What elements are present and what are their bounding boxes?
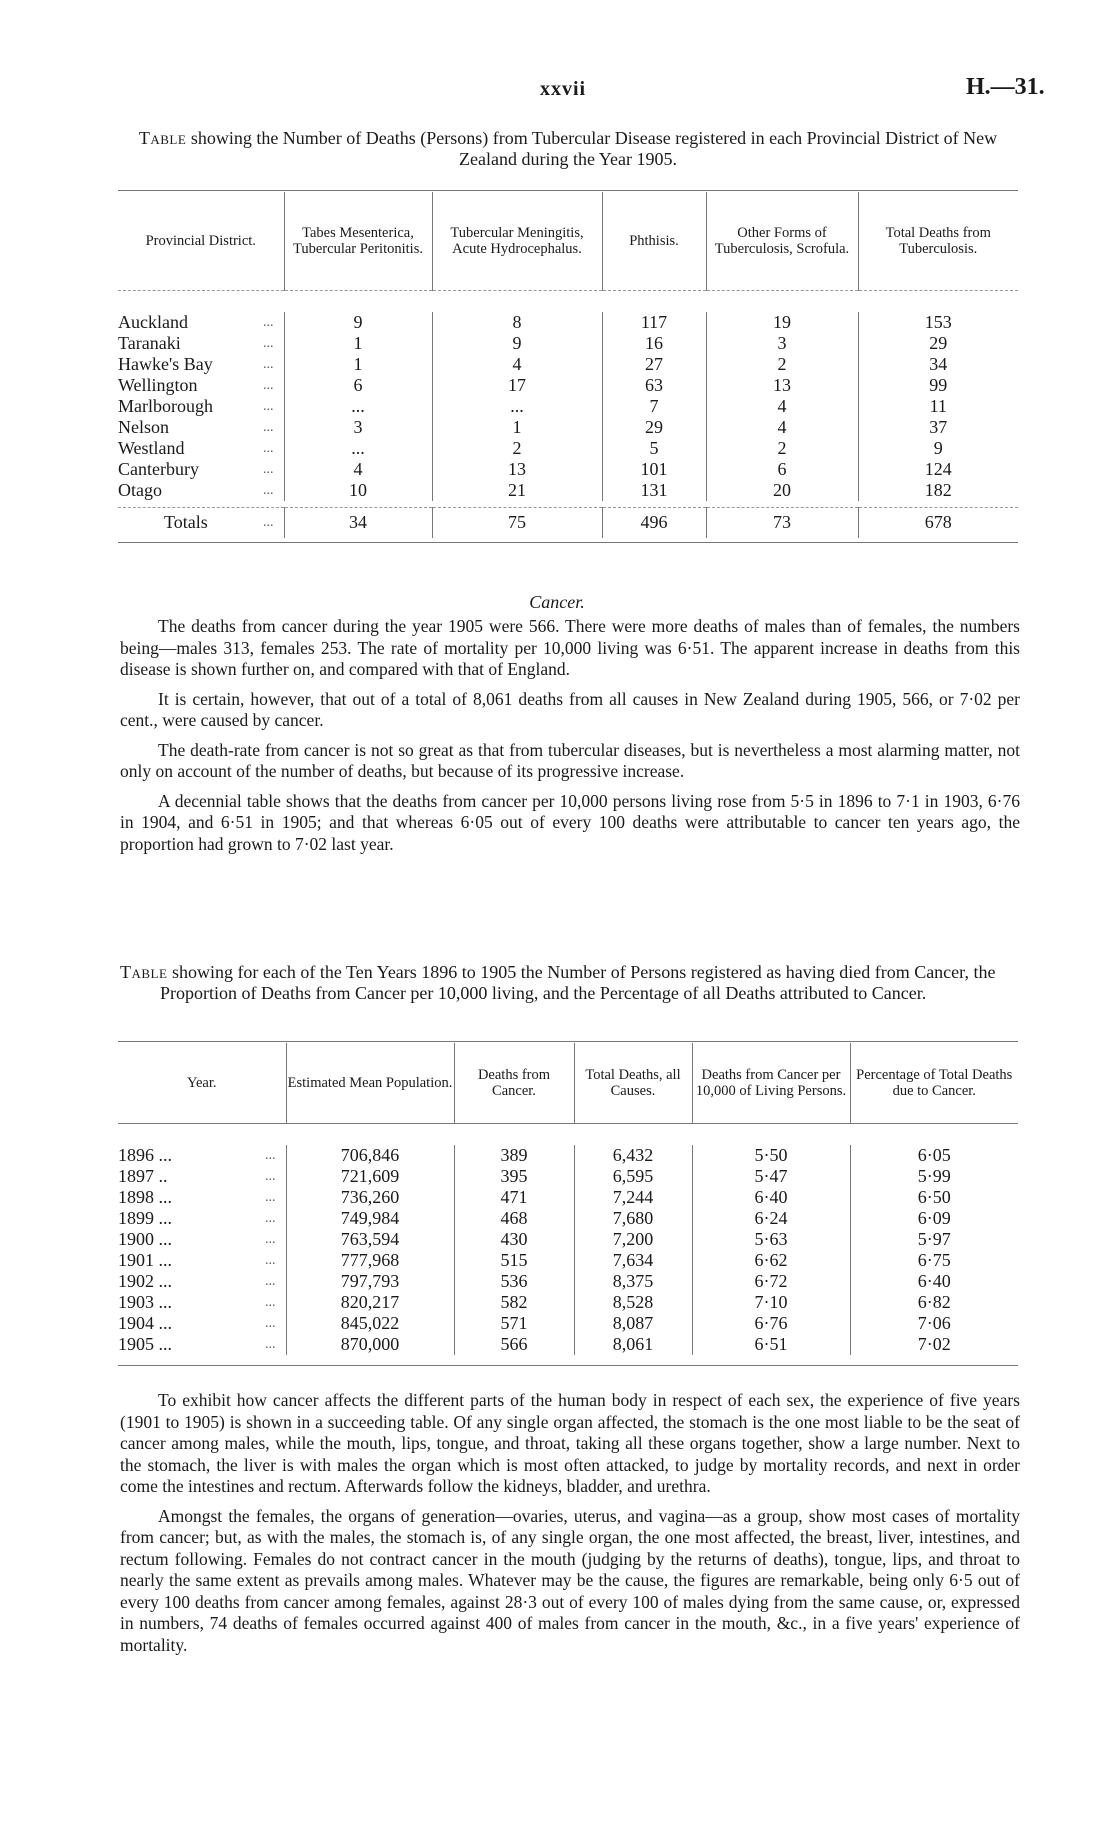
cancer-cancer: 468: [454, 1208, 574, 1229]
tb-phthisis: 5: [602, 438, 706, 459]
tb-meningitis: 9: [432, 333, 602, 354]
leader-dots: ...: [263, 419, 274, 435]
tb-total: 11: [858, 396, 1018, 417]
cancer-table-row: [118, 1313, 1018, 1334]
cancer-percent: 6·40: [850, 1271, 1018, 1292]
tb-label-cell: [118, 375, 284, 396]
tb-phthisis: 101: [602, 459, 706, 480]
cancer-per10000: 6·40: [692, 1187, 850, 1208]
tb-other: 4: [706, 396, 858, 417]
cancer-population: 736,260: [286, 1187, 454, 1208]
page-number: xxvii: [540, 78, 587, 100]
tb-tabes: 1: [284, 333, 432, 354]
tb-meningitis: 8: [432, 312, 602, 333]
cancer-population: 749,984: [286, 1208, 454, 1229]
tb-phthisis: 117: [602, 312, 706, 333]
tb-label: Hawke's Bay: [118, 353, 213, 374]
page-reference: H.—31.: [966, 74, 1045, 100]
tb-total: 37: [858, 417, 1018, 438]
tb-meningitis: 4: [432, 354, 602, 375]
tb-total-total: 678: [858, 507, 1018, 538]
leader-dots: ...: [265, 1210, 276, 1226]
leader-dots: ...: [265, 1315, 276, 1331]
cancer-label: 1902 ...: [118, 1270, 172, 1291]
cancer-total: 7,200: [574, 1229, 692, 1250]
cancer-section-title: Cancer.: [529, 592, 585, 612]
tb-label: Otago: [118, 479, 162, 500]
tb-table-row: [118, 417, 1018, 438]
tb-other: 20: [706, 480, 858, 501]
leader-dots: ...: [263, 461, 274, 477]
leader-dots: ...: [263, 482, 274, 498]
tb-col-meningitis: Tubercular Meningitis, Acute Hydrocephalus.: [432, 192, 602, 290]
cancer-cancer: 582: [454, 1292, 574, 1313]
leader-dots: ...: [263, 440, 274, 456]
tb-total-tabes: 34: [284, 507, 432, 538]
tb-table-row: [118, 333, 1018, 354]
cancer-table-row: [118, 1292, 1018, 1313]
tb-label-cell: [118, 312, 284, 333]
tb-caption-text: showing the Number of Deaths (Persons) from Tubercular Disease registered in each Provincial District of New Zealand during the Year 1905.: [190, 128, 998, 169]
cancer-total: 8,087: [574, 1313, 692, 1334]
cancer-per10000: 6·72: [692, 1271, 850, 1292]
cancer-label-cell: [118, 1187, 286, 1208]
leader-dots: ...: [265, 1189, 276, 1205]
cancer-label-cell: [118, 1313, 286, 1334]
tb-table-row: [118, 354, 1018, 375]
cancer-cancer: 515: [454, 1250, 574, 1271]
cancer-cancer: 395: [454, 1166, 574, 1187]
cancer-total: 7,244: [574, 1187, 692, 1208]
cancer-paragraph: A decennial table shows that the deaths from cancer per 10,000 persons living rose from 5·5 in 1896 to 7·1 in 1903, 6·76 in 1904, and 6·51 in 1905; and that whereas 6·05 out of every 100 deaths were attributable to cancer ten years ago, the proportion had grown to 7·02 last year.: [120, 790, 1020, 854]
tb-table-row: [118, 480, 1018, 501]
tb-label-cell: [118, 396, 284, 417]
tb-table-row: [118, 438, 1018, 459]
tb-label: Nelson: [118, 416, 169, 437]
tb-label-cell: [118, 417, 284, 438]
cancer-per10000: 6·24: [692, 1208, 850, 1229]
organs-paragraphs: [120, 1390, 1020, 1664]
cancer-percent: 5·97: [850, 1229, 1018, 1250]
tb-label-cell: [118, 354, 284, 375]
tb-total: 182: [858, 480, 1018, 501]
cancer-percent: 6·50: [850, 1187, 1018, 1208]
cancer-table-row: [118, 1271, 1018, 1292]
cancer-percent: 6·75: [850, 1250, 1018, 1271]
tb-table-top-rule: [118, 190, 1018, 191]
tb-table-row: [118, 396, 1018, 417]
leader-dots: ...: [263, 335, 274, 351]
cancer-percent: 5·99: [850, 1166, 1018, 1187]
tb-col-phthisis: Phthisis.: [602, 192, 706, 290]
tb-meningitis: 2: [432, 438, 602, 459]
tb-total: 124: [858, 459, 1018, 480]
tb-total-phthisis: 496: [602, 507, 706, 538]
cancer-table-caption: [120, 962, 1020, 1004]
cancer-population: 820,217: [286, 1292, 454, 1313]
tb-tabes: 10: [284, 480, 432, 501]
cancer-table-row: [118, 1250, 1018, 1271]
cancer-label-cell: [118, 1292, 286, 1313]
tb-col-district: Provincial District.: [145, 232, 256, 249]
tb-tabes: 4: [284, 459, 432, 480]
cancer-table: [118, 1043, 1018, 1366]
cancer-label: 1898 ...: [118, 1186, 172, 1207]
cancer-population: 845,022: [286, 1313, 454, 1334]
tb-caption-lead: Table: [138, 128, 187, 148]
tb-totals-label: Totals: [164, 512, 208, 532]
tb-tabes: ...: [284, 396, 432, 417]
tb-phthisis: 63: [602, 375, 706, 396]
tb-other: 13: [706, 375, 858, 396]
tb-other: 2: [706, 354, 858, 375]
cancer-population: 706,846: [286, 1145, 454, 1166]
tb-meningitis: 17: [432, 375, 602, 396]
cancer-cancer: 471: [454, 1187, 574, 1208]
tb-phthisis: 27: [602, 354, 706, 375]
cancer-paragraph: The death-rate from cancer is not so great as that from tubercular diseases, but is nevertheless a most alarming matter, not only on account of the number of deaths, but because of its progressive increase.: [120, 739, 1020, 781]
cancer-total: 7,634: [574, 1250, 692, 1271]
tb-table-row: [118, 459, 1018, 480]
organs-paragraph: Amongst the females, the organs of generation—ovaries, uterus, and vagina—as a group, show most cases of mortality from cancer; but, as with the males, the stomach is, of any single organ, the one most affected, the breast, liver, intestines, and rectum following. Females do not contract cancer in the mouth (judging by the returns of deaths), tongue, lips, and throat to nearly the same extent as prevails among males. Whatever may be the cause, the figures are remarkable, being only 6·5 out of every 100 deaths from cancer among females, against 28·3 out of every 100 of males dying from the same cause, or, expressed in numbers, 74 deaths of females occurred against 400 of males from cancer in the mouth, &c., in a five years' experience of mortality.: [120, 1505, 1020, 1655]
cancer-table-row: [118, 1187, 1018, 1208]
leader-dots: ...: [265, 1294, 276, 1310]
cancer-per10000: 5·50: [692, 1145, 850, 1166]
cancer-col-per10000: Deaths from Cancer per 10,000 of Living Persons.: [692, 1043, 850, 1123]
tb-other: 19: [706, 312, 858, 333]
tb-other: 4: [706, 417, 858, 438]
tb-phthisis: 29: [602, 417, 706, 438]
cancer-col-year: Year.: [186, 1074, 217, 1091]
cancer-col-deaths: Deaths from Cancer.: [454, 1043, 574, 1123]
tb-phthisis: 131: [602, 480, 706, 501]
tb-totals-row: [118, 507, 1018, 538]
tb-other: 6: [706, 459, 858, 480]
cancer-total: 6,595: [574, 1166, 692, 1187]
cancer-label: 1905 ...: [118, 1333, 172, 1354]
tb-tabes: ...: [284, 438, 432, 459]
cancer-population: 797,793: [286, 1271, 454, 1292]
tb-label-cell: [118, 333, 284, 354]
tb-label: Taranaki: [118, 332, 181, 353]
leader-dots: ...: [263, 398, 274, 414]
cancer-cancer: 571: [454, 1313, 574, 1334]
cancer-total: 8,061: [574, 1334, 692, 1355]
leader-dots: ...: [265, 1168, 276, 1184]
cancer-col-percent: Percentage of Total Deaths due to Cancer.: [850, 1043, 1018, 1123]
cancer-percent: 7·06: [850, 1313, 1018, 1334]
cancer-table-bottom-rule: [118, 1355, 1018, 1366]
cancer-total: 8,528: [574, 1292, 692, 1313]
cancer-label-cell: [118, 1250, 286, 1271]
tb-table-bottom-rule: [118, 538, 1018, 543]
tb-table-row: [118, 375, 1018, 396]
cancer-cancer: 536: [454, 1271, 574, 1292]
cancer-label-cell: [118, 1208, 286, 1229]
tb-label-cell: [118, 459, 284, 480]
cancer-paragraph: The deaths from cancer during the year 1905 were 566. There were more deaths of males than of females, the numbers being—males 313, females 253. The rate of mortality per 10,000 living was 6·51. The apparent increase in deaths from this disease is shown further on, and compared with that of England.: [120, 616, 1020, 679]
tb-col-total: Total Deaths from Tuberculosis.: [858, 192, 1018, 290]
tb-other: 3: [706, 333, 858, 354]
tb-meningitis: ...: [432, 396, 602, 417]
cancer-table-row: [118, 1208, 1018, 1229]
cancer-population: 721,609: [286, 1166, 454, 1187]
tb-label: Canterbury: [118, 458, 199, 479]
cancer-per10000: 5·47: [692, 1166, 850, 1187]
cancer-col-total: Total Deaths, all Causes.: [574, 1043, 692, 1123]
tb-label: Marlborough: [118, 395, 213, 416]
leader-dots: ...: [265, 1147, 276, 1163]
tb-table: [118, 192, 1018, 543]
tb-col-tabes: Tabes Mesenterica, Tubercular Peritonitis.: [284, 192, 432, 290]
leader-dots: ...: [265, 1336, 276, 1352]
cancer-label-cell: [118, 1145, 286, 1166]
cancer-population: 777,968: [286, 1250, 454, 1271]
leader-dots: ...: [265, 1231, 276, 1247]
cancer-percent: 6·82: [850, 1292, 1018, 1313]
cancer-caption-text: showing for each of the Ten Years 1896 to 1905 the Number of Persons registered as having died from Cancer, the Proportion of Deaths from Cancer per 10,000 living, and the Percentage of all Deaths attributed to Cancer.: [160, 962, 996, 1003]
tb-label: Westland: [118, 437, 185, 458]
tb-totals-label-cell: [118, 507, 284, 538]
cancer-table-row: [118, 1166, 1018, 1187]
leader-dots: ...: [265, 1273, 276, 1289]
leader-dots: ...: [263, 356, 274, 372]
tb-label-cell: [118, 480, 284, 501]
tb-col-other: Other Forms of Tuberculosis, Scrofula.: [706, 192, 858, 290]
tb-meningitis: 21: [432, 480, 602, 501]
cancer-population: 870,000: [286, 1334, 454, 1355]
tb-total-other: 73: [706, 507, 858, 538]
cancer-label-cell: [118, 1229, 286, 1250]
cancer-cancer: 566: [454, 1334, 574, 1355]
cancer-cancer: 389: [454, 1145, 574, 1166]
leader-dots: ...: [263, 515, 274, 530]
cancer-percent: 6·05: [850, 1145, 1018, 1166]
tb-table-caption: [118, 128, 1018, 170]
tb-total: 153: [858, 312, 1018, 333]
tb-total: 99: [858, 375, 1018, 396]
cancer-label: 1899 ...: [118, 1207, 172, 1228]
cancer-table-top-rule: [118, 1041, 1018, 1042]
tb-phthisis: 7: [602, 396, 706, 417]
cancer-total: 6,432: [574, 1145, 692, 1166]
tb-total: 34: [858, 354, 1018, 375]
leader-dots: ...: [265, 1252, 276, 1268]
cancer-cancer: 430: [454, 1229, 574, 1250]
cancer-per10000: 6·76: [692, 1313, 850, 1334]
cancer-label: 1896 ...: [118, 1144, 172, 1165]
cancer-caption-lead: Table: [120, 962, 168, 982]
cancer-label: 1900 ...: [118, 1228, 172, 1249]
leader-dots: ...: [263, 314, 274, 330]
tb-total-meningitis: 75: [432, 507, 602, 538]
cancer-label: 1897 ..: [118, 1165, 168, 1186]
tb-meningitis: 1: [432, 417, 602, 438]
cancer-population: 763,594: [286, 1229, 454, 1250]
leader-dots: ...: [263, 377, 274, 393]
cancer-percent: 6·09: [850, 1208, 1018, 1229]
cancer-label-cell: [118, 1334, 286, 1355]
tb-phthisis: 16: [602, 333, 706, 354]
tb-other: 2: [706, 438, 858, 459]
cancer-percent: 7·02: [850, 1334, 1018, 1355]
cancer-per10000: 5·63: [692, 1229, 850, 1250]
tb-tabes: 9: [284, 312, 432, 333]
cancer-label: 1903 ...: [118, 1291, 172, 1312]
cancer-total: 8,375: [574, 1271, 692, 1292]
cancer-label: 1901 ...: [118, 1249, 172, 1270]
cancer-table-row: [118, 1145, 1018, 1166]
tb-table-row: [118, 312, 1018, 333]
tb-total: 29: [858, 333, 1018, 354]
tb-tabes: 6: [284, 375, 432, 396]
tb-label: Wellington: [118, 374, 198, 395]
cancer-col-population: Estimated Mean Population.: [286, 1043, 454, 1123]
tb-label: Auckland: [118, 311, 188, 332]
tb-tabes: 1: [284, 354, 432, 375]
cancer-paragraphs: [120, 616, 1020, 863]
tb-meningitis: 13: [432, 459, 602, 480]
cancer-table-row: [118, 1334, 1018, 1355]
cancer-per10000: 6·62: [692, 1250, 850, 1271]
cancer-label-cell: [118, 1166, 286, 1187]
tb-label-cell: [118, 438, 284, 459]
cancer-table-row: [118, 1229, 1018, 1250]
cancer-label: 1904 ...: [118, 1312, 172, 1333]
cancer-paragraph: It is certain, however, that out of a total of 8,061 deaths from all causes in New Zealand during 1905, 566, or 7·02 per cent., were caused by cancer.: [120, 688, 1020, 730]
cancer-label-cell: [118, 1271, 286, 1292]
tb-tabes: 3: [284, 417, 432, 438]
cancer-per10000: 7·10: [692, 1292, 850, 1313]
cancer-per10000: 6·51: [692, 1334, 850, 1355]
tb-total: 9: [858, 438, 1018, 459]
organs-paragraph: To exhibit how cancer affects the different parts of the human body in respect of each sex, the experience of five years (1901 to 1905) is shown in a succeeding table. Of any single organ affected, the stomach is the one most liable to be the seat of cancer among males, while the mouth, lips, tongue, and throat, taking all these organs together, show a large number. Next to the stomach, the liver is with males the organ which is most often attacked, to judge by mortality records, and next in order come the intestines and rectum. Afterwards follow the kidneys, bladder, and urethra.: [120, 1390, 1020, 1496]
cancer-total: 7,680: [574, 1208, 692, 1229]
